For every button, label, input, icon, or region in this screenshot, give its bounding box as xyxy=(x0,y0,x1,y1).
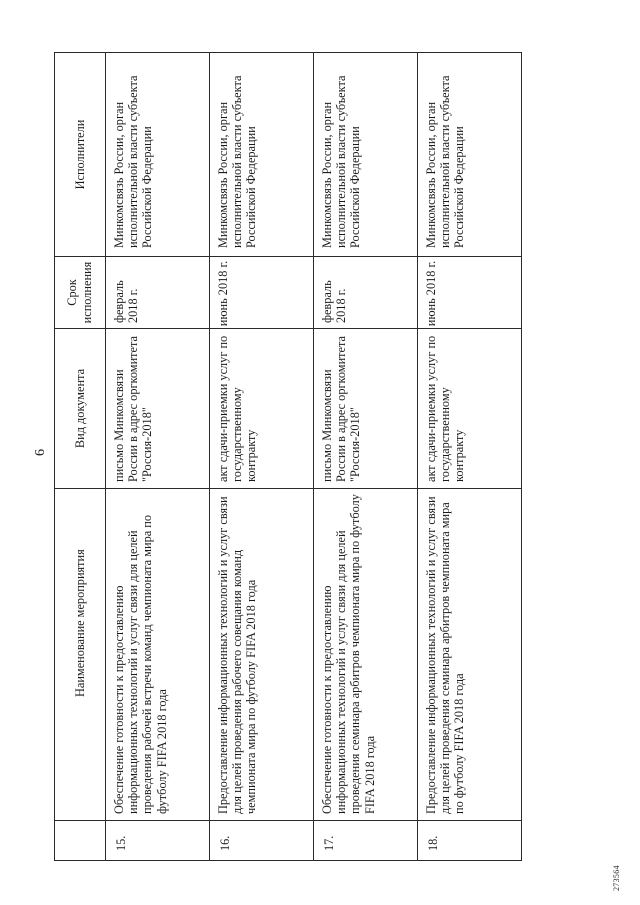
measure-name: Предоставление информационных технологий и услуг связи для целей проведения семинара арбитров чемпионата мира по футболу FIFA 2018 года xyxy=(418,489,522,821)
executors: Минкомсвязь России, орган исполнительной власти субъекта Российской Федерации xyxy=(210,53,314,257)
table-row xyxy=(106,53,210,861)
header-deadline: Срок исполнения xyxy=(55,257,106,329)
deadline: июнь 2018 г. xyxy=(210,257,314,329)
table-row xyxy=(314,53,418,861)
executors: Минкомсвязь России, орган исполнительной власти субъекта Российской Федерации xyxy=(418,53,522,257)
deadline: февраль 2018 г. xyxy=(106,257,210,329)
executors: Минкомсвязь России, орган исполнительной власти субъекта Российской Федерации xyxy=(106,53,210,257)
measure-name: Обеспечение готовности к предоставлению информационных технологий и услуг связи для целей проведения семинара арбитров чемпионата мира по футболу FIFA 2018 года xyxy=(314,489,418,821)
header-executors: Исполнители xyxy=(55,53,106,257)
measure-name: Предоставление информационных технологий и услуг связи для целей проведения рабочего совещания команд чемпионата мира по футболу FIFA 2018 года xyxy=(210,489,314,821)
document-id: 273564 xyxy=(612,865,621,891)
page-number: 6 xyxy=(33,449,48,456)
row-number: 15. xyxy=(106,821,210,861)
executors: Минкомсвязь России, орган исполнительной власти субъекта Российской Федерации xyxy=(314,53,418,257)
document-type: акт сдачи-приемки услуг по государственному контракту xyxy=(210,329,314,489)
measures-table xyxy=(54,52,522,861)
table-row xyxy=(210,53,314,861)
header-number xyxy=(55,821,106,861)
document-type: акт сдачи-приемки услуг по государственному контракту xyxy=(418,329,522,489)
deadline: июнь 2018 г. xyxy=(418,257,522,329)
row-number: 18. xyxy=(418,821,522,861)
header-measure-name: Наименование мероприятия xyxy=(55,489,106,821)
header-document-type: Вид документа xyxy=(55,329,106,489)
document-type: письмо Минкомсвязи России в адрес оргкомитета "Россия-2018" xyxy=(314,329,418,489)
deadline: февраль 2018 г. xyxy=(314,257,418,329)
row-number: 17. xyxy=(314,821,418,861)
document-type: письмо Минкомсвязи России в адрес оргкомитета "Россия-2018" xyxy=(106,329,210,489)
row-number: 16. xyxy=(210,821,314,861)
table-header-row xyxy=(55,53,106,861)
measure-name: Обеспечение готовности к предоставлению информационных технологий и услуг связи для целей проведения рабочей встречи команд чемпионата мира по футболу FIFA 2018 года xyxy=(106,489,210,821)
table-row xyxy=(418,53,522,861)
